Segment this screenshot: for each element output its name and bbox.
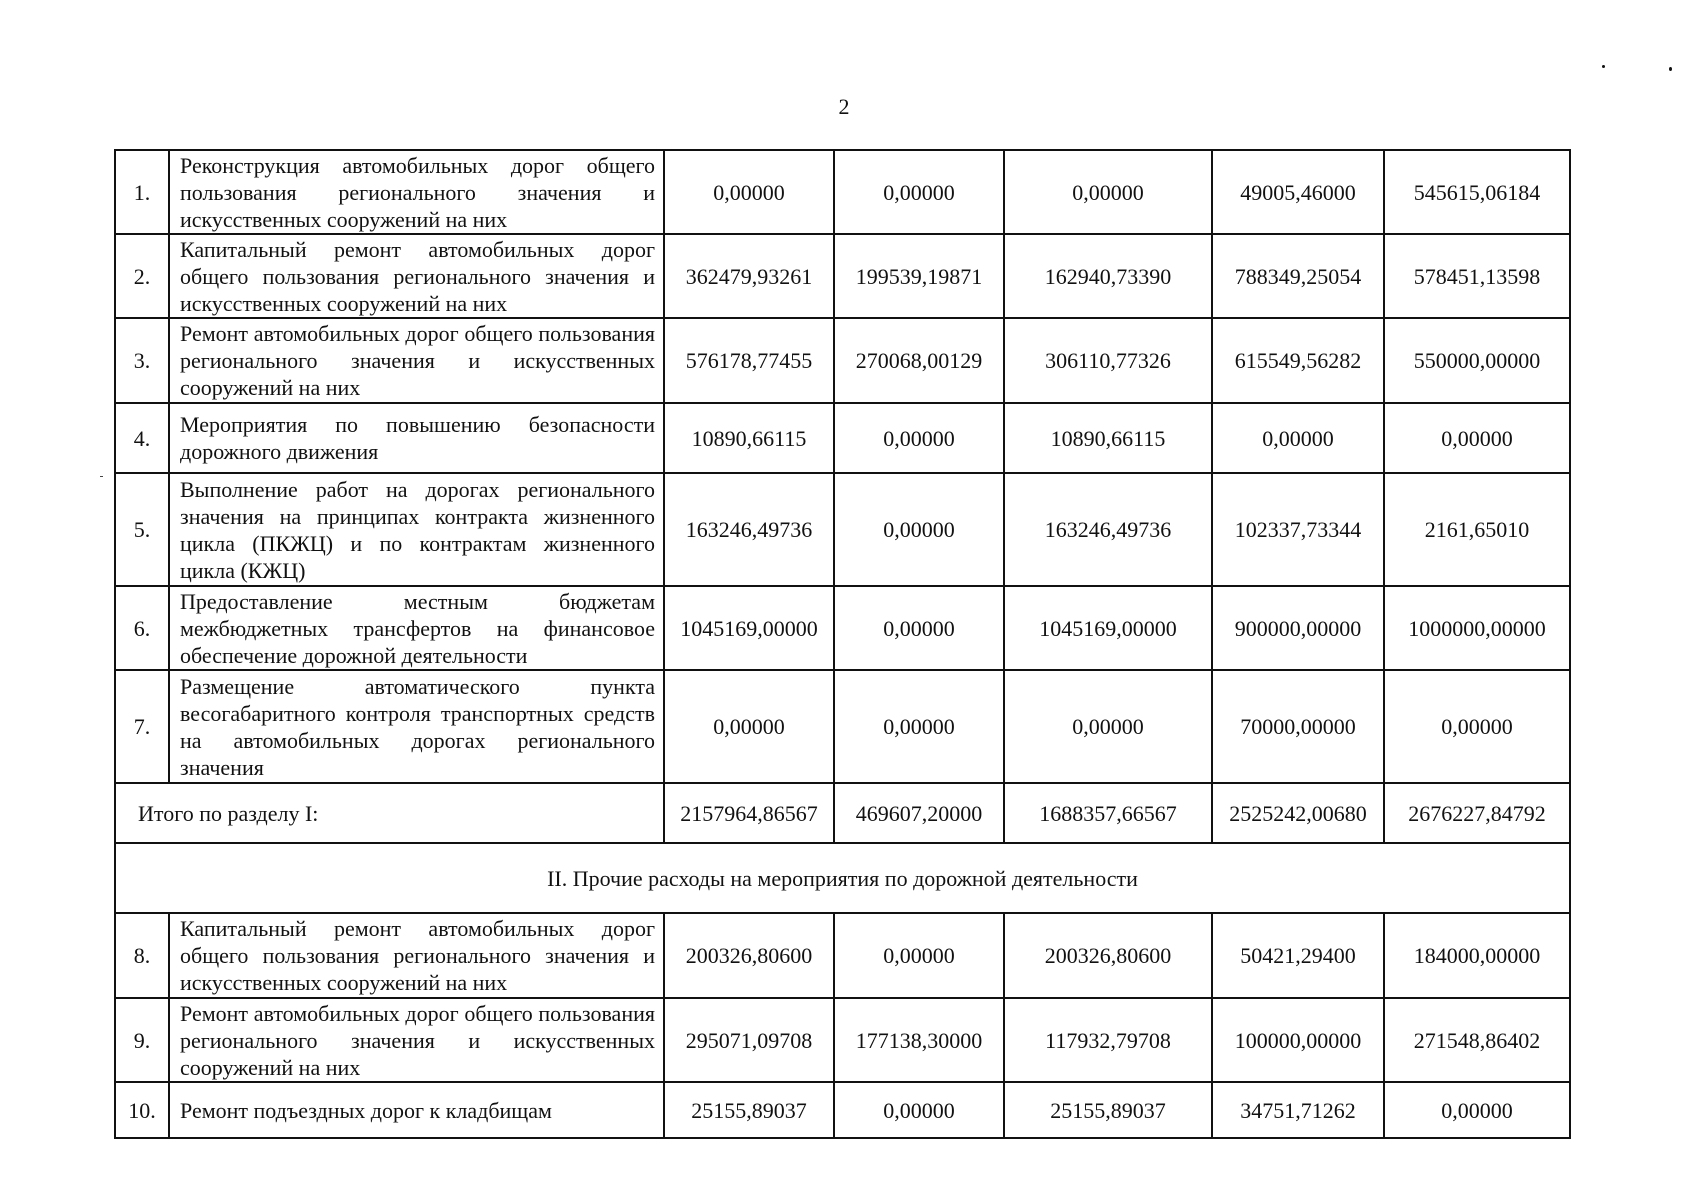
row-value: 177138,30000 — [834, 998, 1004, 1082]
row-value: 900000,00000 — [1212, 586, 1384, 670]
row-number: 6. — [115, 586, 169, 670]
row-number: 8. — [115, 913, 169, 998]
table-body — [115, 150, 1570, 1138]
row-value: 271548,86402 — [1384, 998, 1570, 1082]
row-value: 2161,65010 — [1384, 473, 1570, 586]
row-value: 10890,66115 — [664, 403, 834, 473]
row-value: 270068,00129 — [834, 318, 1004, 403]
page-number: 2 — [838, 94, 850, 119]
row-value: 576178,77455 — [664, 318, 834, 403]
scan-speck — [1602, 65, 1605, 68]
row-value: 25155,89037 — [1004, 1082, 1212, 1138]
row-value: 70000,00000 — [1212, 670, 1384, 783]
total-value: 469607,20000 — [834, 783, 1004, 843]
row-value: 0,00000 — [1384, 670, 1570, 783]
row-value: 550000,00000 — [1384, 318, 1570, 403]
row-name: Ремонт автомобильных дорог общего пользования регионального значения и искусственных сооружений на них — [169, 998, 664, 1082]
row-value: 162940,73390 — [1004, 234, 1212, 318]
row-name: Ремонт автомобильных дорог общего пользования регионального значения и искусственных сооружений на них — [169, 318, 664, 403]
row-value: 163246,49736 — [664, 473, 834, 586]
row-value: 200326,80600 — [1004, 913, 1212, 998]
table-row — [115, 318, 1570, 403]
row-name: Размещение автоматического пункта весогабаритного контроля транспортных средств на автомобильных дорогах регионального значения — [169, 670, 664, 783]
row-value: 1045169,00000 — [664, 586, 834, 670]
row-value: 0,00000 — [1004, 670, 1212, 783]
row-number: 4. — [115, 403, 169, 473]
row-value: 1045169,00000 — [1004, 586, 1212, 670]
table-row — [115, 234, 1570, 318]
table-row — [115, 1082, 1570, 1138]
total-value: 2676227,84792 — [1384, 783, 1570, 843]
section-header-row — [115, 843, 1570, 913]
table-row — [115, 473, 1570, 586]
section-title: II. Прочие расходы на мероприятия по дорожной деятельности — [115, 843, 1570, 913]
row-value: 615549,56282 — [1212, 318, 1384, 403]
total-value: 2525242,00680 — [1212, 783, 1384, 843]
row-value: 10890,66115 — [1004, 403, 1212, 473]
row-value: 34751,71262 — [1212, 1082, 1384, 1138]
row-value: 50421,29400 — [1212, 913, 1384, 998]
row-value: 117932,79708 — [1004, 998, 1212, 1082]
row-value: 25155,89037 — [664, 1082, 834, 1138]
row-value: 545615,06184 — [1384, 150, 1570, 234]
row-name: Реконструкция автомобильных дорог общего пользования регионального значения и искусственных сооружений на них — [169, 150, 664, 234]
total-value: 2157964,86567 — [664, 783, 834, 843]
row-value: 200326,80600 — [664, 913, 834, 998]
row-value: 199539,19871 — [834, 234, 1004, 318]
row-value: 306110,77326 — [1004, 318, 1212, 403]
row-value: 102337,73344 — [1212, 473, 1384, 586]
row-number: 10. — [115, 1082, 169, 1138]
row-value: 0,00000 — [834, 403, 1004, 473]
budget-table — [114, 149, 1571, 1139]
row-value: 0,00000 — [834, 586, 1004, 670]
row-name: Капитальный ремонт автомобильных дорог общего пользования регионального значения и искусственных сооружений на них — [169, 913, 664, 998]
row-value: 163246,49736 — [1004, 473, 1212, 586]
row-value: 49005,46000 — [1212, 150, 1384, 234]
table-row — [115, 586, 1570, 670]
row-value: 184000,00000 — [1384, 913, 1570, 998]
row-name: Капитальный ремонт автомобильных дорог общего пользования регионального значения и искусственных сооружений на них — [169, 234, 664, 318]
row-number: 3. — [115, 318, 169, 403]
row-name: Выполнение работ на дорогах регионального значения на принципах контракта жизненного цикла (ПКЖЦ) и по контрактам жизненного цикла (КЖЦ) — [169, 473, 664, 586]
scan-mark — [100, 476, 103, 477]
row-value: 0,00000 — [1212, 403, 1384, 473]
scan-speck — [1669, 67, 1672, 71]
row-number: 7. — [115, 670, 169, 783]
row-number: 5. — [115, 473, 169, 586]
row-name: Ремонт подъездных дорог к кладбищам — [169, 1082, 664, 1138]
row-number: 9. — [115, 998, 169, 1082]
table-row — [115, 403, 1570, 473]
row-value: 0,00000 — [664, 150, 834, 234]
row-value: 0,00000 — [834, 670, 1004, 783]
row-value: 100000,00000 — [1212, 998, 1384, 1082]
total-row — [115, 783, 1570, 843]
row-name: Мероприятия по повышению безопасности дорожного движения — [169, 403, 664, 473]
row-name: Предоставление местным бюджетам межбюджетных трансфертов на финансовое обеспечение дорожной деятельности — [169, 586, 664, 670]
row-value: 0,00000 — [1004, 150, 1212, 234]
table-row — [115, 150, 1570, 234]
row-value: 1000000,00000 — [1384, 586, 1570, 670]
row-value: 788349,25054 — [1212, 234, 1384, 318]
row-number: 1. — [115, 150, 169, 234]
row-value: 295071,09708 — [664, 998, 834, 1082]
row-value: 0,00000 — [834, 473, 1004, 586]
row-value: 362479,93261 — [664, 234, 834, 318]
row-value: 0,00000 — [1384, 403, 1570, 473]
table-row — [115, 670, 1570, 783]
total-value: 1688357,66567 — [1004, 783, 1212, 843]
table-row — [115, 913, 1570, 998]
row-value: 0,00000 — [834, 913, 1004, 998]
row-value: 0,00000 — [834, 1082, 1004, 1138]
row-value: 0,00000 — [664, 670, 834, 783]
row-value: 578451,13598 — [1384, 234, 1570, 318]
row-value: 0,00000 — [834, 150, 1004, 234]
row-value: 0,00000 — [1384, 1082, 1570, 1138]
row-number: 2. — [115, 234, 169, 318]
total-label: Итого по разделу I: — [115, 783, 664, 843]
table-row — [115, 998, 1570, 1082]
